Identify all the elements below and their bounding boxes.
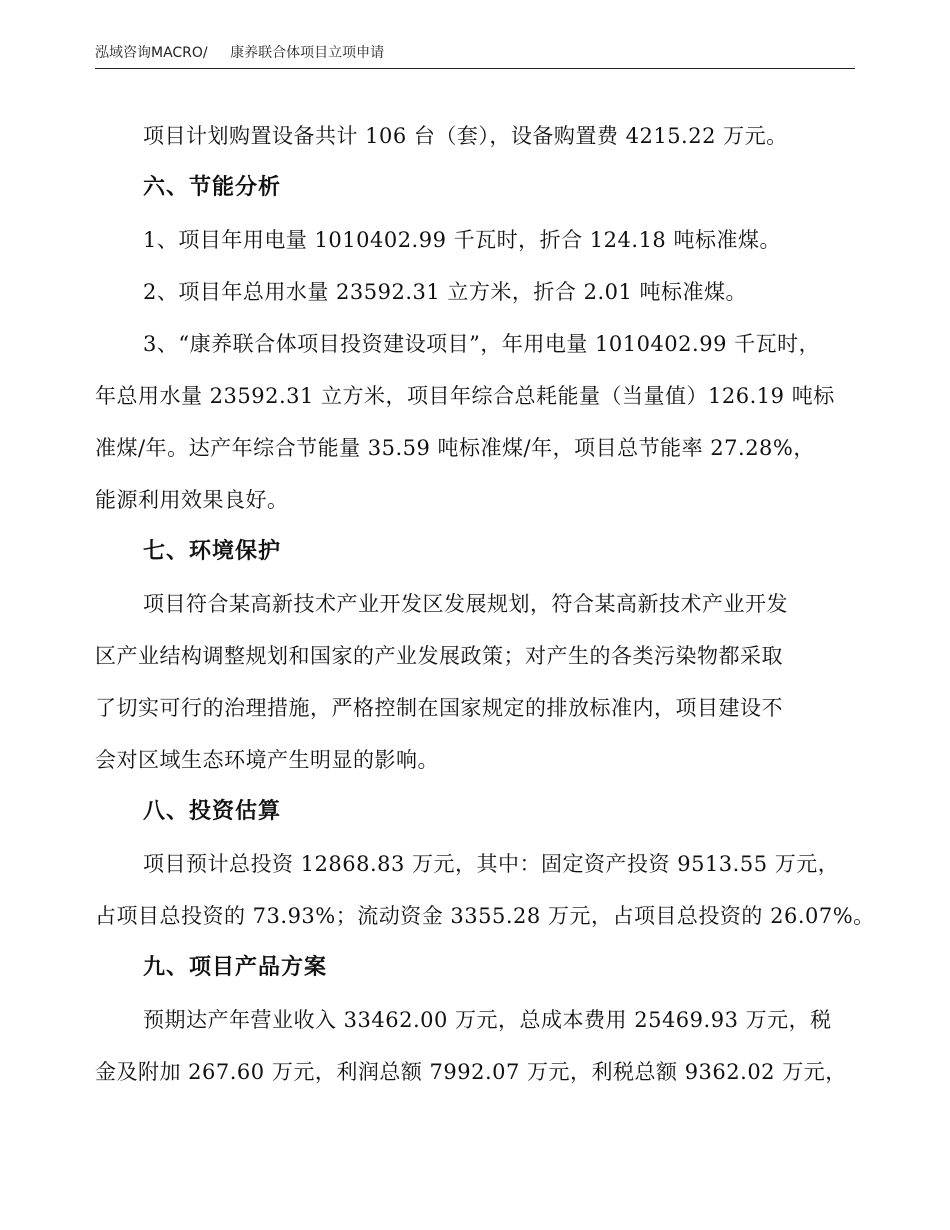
section-heading-product-plan: 九、项目产品方案 xyxy=(143,955,328,980)
header-title: 康养联合体项目立项申请 xyxy=(230,45,385,61)
paragraph-environment-line4: 会对区域生态环境产生明显的影响。 xyxy=(95,748,439,772)
paragraph-water: 2、项目年总用水量 23592.31 立方米，折合 2.01 吨标准煤。 xyxy=(143,280,748,304)
page-header xyxy=(95,42,855,69)
paragraph-energy-summary-line2: 年总用水量 23592.31 立方米，项目年综合总耗能量（当量值）126.19 吨标 xyxy=(95,384,835,408)
paragraph-environment-line3: 了切实可行的治理措施，严格控制在国家规定的排放标准内，项目建设不 xyxy=(95,696,783,720)
paragraph-environment-line2: 区产业结构调整规划和国家的产业发展政策；对产生的各类污染物都采取 xyxy=(95,644,783,668)
paragraph-product-plan-line2: 金及附加 267.60 万元，利润总额 7992.07 万元，利税总额 9362.02 万元， xyxy=(95,1060,847,1084)
paragraph-electricity: 1、项目年用电量 1010402.99 千瓦时，折合 124.18 吨标准煤。 xyxy=(143,228,781,252)
paragraph-equipment: 项目计划购置设备共计 106 台（套），设备购置费 4215.22 万元。 xyxy=(143,124,788,148)
paragraph-investment-line1: 项目预计总投资 12868.83 万元，其中：固定资产投资 9513.55 万元， xyxy=(143,852,840,876)
paragraph-environment-line1: 项目符合某高新技术产业开发区发展规划，符合某高新技术产业开发 xyxy=(143,592,788,616)
paragraph-energy-summary-line4: 能源利用效果良好。 xyxy=(95,488,289,512)
paragraph-investment-line2: 占项目总投资的 73.93%；流动资金 3355.28 万元，占项目总投资的 26.07%。 xyxy=(95,904,875,928)
header-company: 泓域咨询MACRO/ xyxy=(95,45,208,61)
document-body xyxy=(95,110,875,1098)
paragraph-energy-summary-line1: 3、“康养联合体项目投资建设项目”，年用电量 1010402.99 千瓦时， xyxy=(143,332,821,356)
paragraph-product-plan-line1: 预期达产年营业收入 33462.00 万元，总成本费用 25469.93 万元，税 xyxy=(143,1008,832,1032)
paragraph-energy-summary-line3: 准煤/年。达产年综合节能量 35.59 吨标准煤/年，项目总节能率 27.28%， xyxy=(95,436,815,460)
section-heading-energy: 六、节能分析 xyxy=(143,175,282,200)
section-heading-environment: 七、环境保护 xyxy=(143,539,282,564)
section-heading-investment: 八、投资估算 xyxy=(143,799,282,824)
